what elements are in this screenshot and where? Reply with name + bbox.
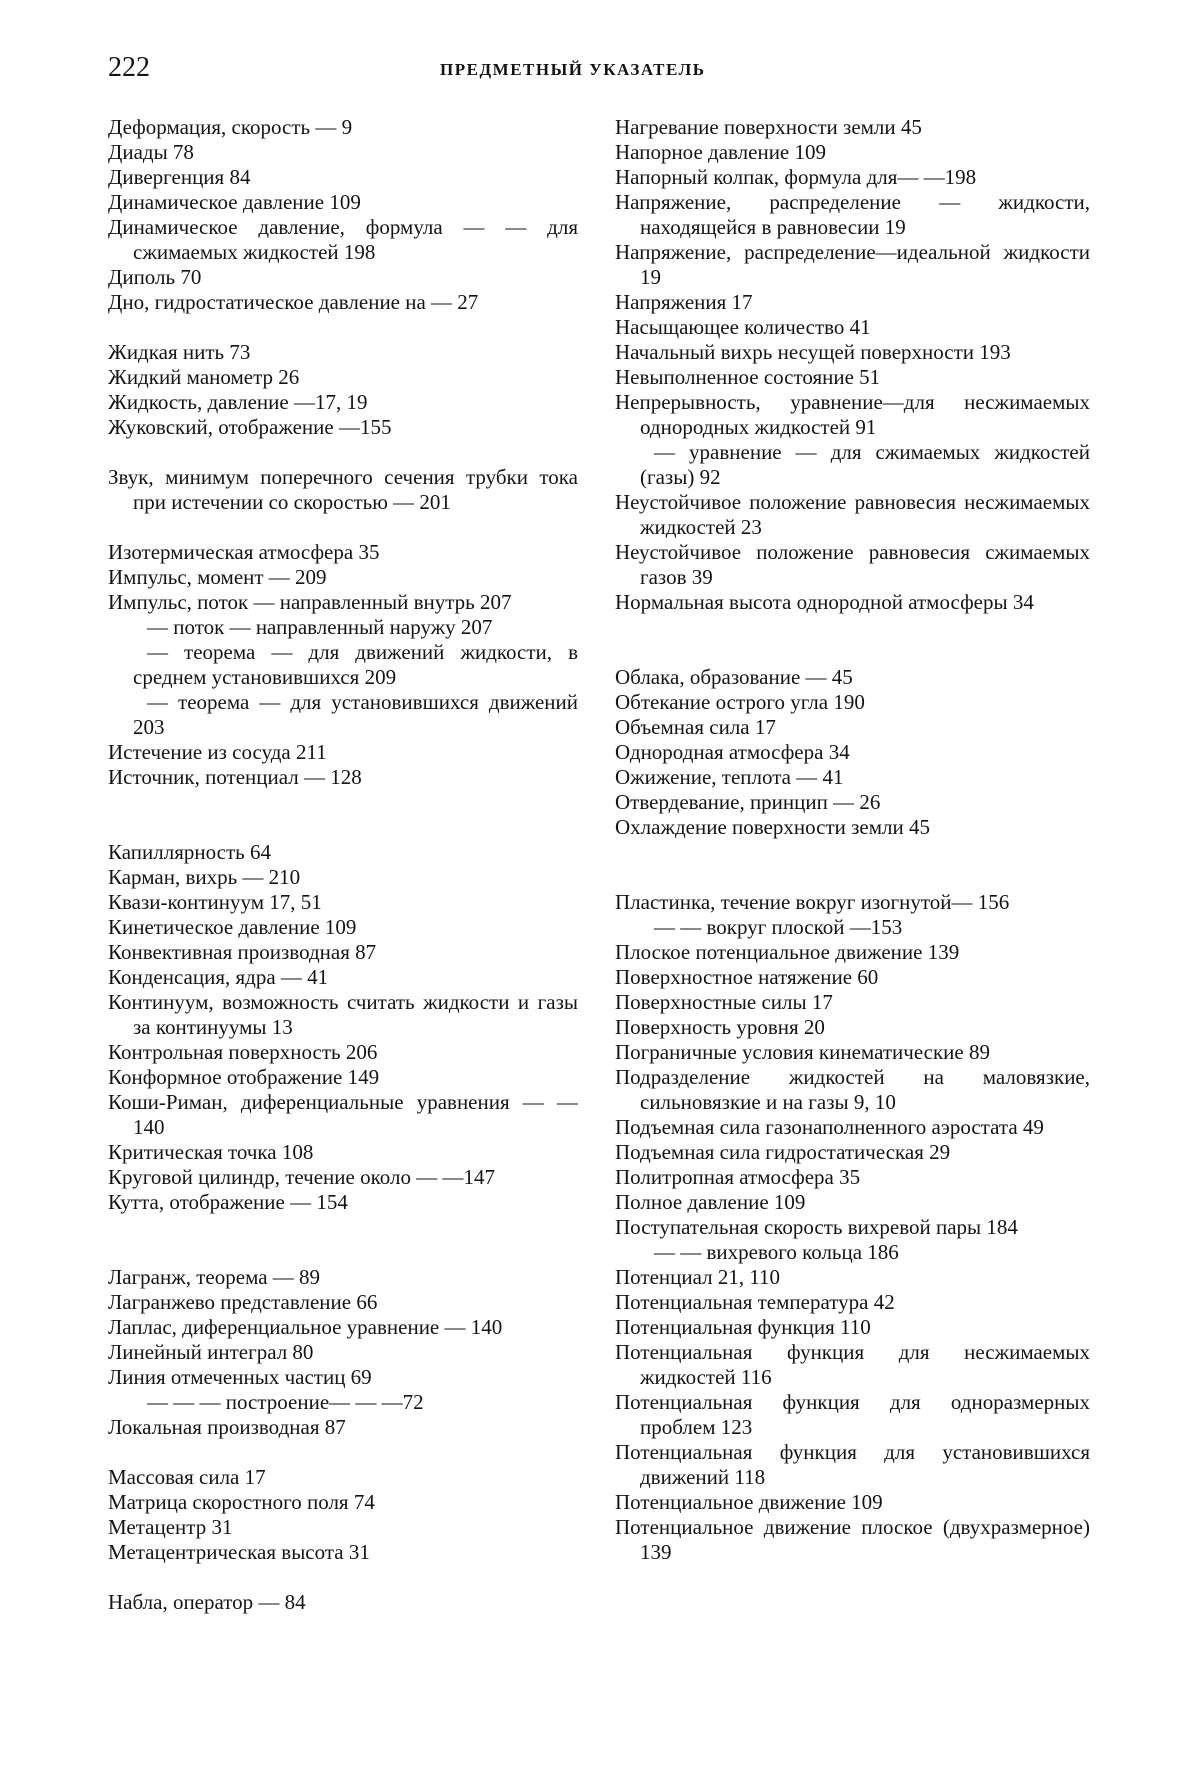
index-entry: Насыщающее количество 41: [615, 315, 871, 339]
index-entry: Подразделение жидкостей на маловязкие, сильновязкие и на газы 9, 10: [615, 1065, 1090, 1114]
index-entry: Потенциальное движение 109: [615, 1490, 883, 1514]
index-entry: Дно, гидростатическое давление на — 27: [108, 290, 479, 314]
index-entry: Потенциальная функция 110: [615, 1315, 871, 1339]
index-entry: Охлаждение поверхности земли 45: [615, 815, 930, 839]
index-entry: Лаплас, диференциальное уравнение — 140: [108, 1315, 503, 1339]
index-entry: Подъемная сила гидростатическая 29: [615, 1140, 951, 1164]
index-entry: Нормальная высота однородной атмосферы 34: [615, 590, 1034, 614]
section-spacer: [108, 1565, 578, 1590]
section-spacer: [615, 840, 1090, 890]
index-entry: Напряжения 17: [615, 290, 753, 314]
index-entry: Пластинка, течение вокруг изогнутой— 156: [615, 890, 1010, 914]
index-column-right: [615, 115, 1090, 1565]
index-entry: Напряжение, распределение — жидкости, находящейся в равновесии 19: [615, 190, 1090, 239]
index-entry: Источник, потенциал — 128: [108, 765, 362, 789]
index-entry: Истечение из сосуда 211: [108, 740, 327, 764]
index-entry: Лагранж, теорема — 89: [108, 1265, 321, 1289]
index-entry: Диады 78: [108, 140, 194, 164]
index-subentry: — теорема — для установившихся движений 203: [133, 690, 578, 739]
index-entry: Жидкий манометр 26: [108, 365, 300, 389]
index-entry: Лагранжево представление 66: [108, 1290, 378, 1314]
index-entry: Напорное давление 109: [615, 140, 827, 164]
index-subentry: — — вокруг плоской —153: [654, 915, 903, 939]
index-entry: Объемная сила 17: [615, 715, 776, 739]
index-entry: Пограничные условия кинематические 89: [615, 1040, 990, 1064]
index-entry: Обтекание острого угла 190: [615, 690, 865, 714]
index-entry: Динамическое давление, формула — — для сжимаемых жидкостей 198: [108, 215, 578, 264]
index-entry: Поверхностные силы 17: [615, 990, 833, 1014]
index-entry: Конвективная производная 87: [108, 940, 377, 964]
index-entry: Жидкая нить 73: [108, 340, 251, 364]
index-entry: Круговой цилиндр, течение около — —147: [108, 1165, 495, 1189]
index-entry: Облака, образование — 45: [615, 665, 853, 689]
index-entry: Напорный колпак, формула для— —198: [615, 165, 977, 189]
running-title: ПРЕДМЕТНЫЙ УКАЗАТЕЛЬ: [440, 60, 706, 79]
index-entry: Конденсация, ядра — 41: [108, 965, 329, 989]
index-entry: Квази-континуум 17, 51: [108, 890, 322, 914]
index-entry: Диполь 70: [108, 265, 202, 289]
index-entry: Потенциал 21, 110: [615, 1265, 781, 1289]
index-entry: Потенциальная функция для несжимаемых жидкостей 116: [615, 1340, 1090, 1389]
index-entry: Начальный вихрь несущей поверхности 193: [615, 340, 1011, 364]
index-entry: Отвердевание, принцип — 26: [615, 790, 881, 814]
index-entry: Массовая сила 17: [108, 1465, 266, 1489]
index-entry: Ожижение, теплота — 41: [615, 765, 844, 789]
index-entry: Критическая точка 108: [108, 1140, 314, 1164]
index-entry: Нагревание поверхности земли 45: [615, 115, 922, 139]
index-entry: Однородная атмосфера 34: [615, 740, 850, 764]
index-entry: Деформация, скорость — 9: [108, 115, 353, 139]
index-entry: Матрица скоростного поля 74: [108, 1490, 375, 1514]
index-entry: Импульс, момент — 209: [108, 565, 327, 589]
index-entry: Карман, вихрь — 210: [108, 865, 301, 889]
index-entry: Изотермическая атмосфера 35: [108, 540, 380, 564]
index-entry: Потенциальное движение плоское (двухразмерное) 139: [615, 1515, 1090, 1564]
section-spacer: [108, 440, 578, 465]
index-subentry: — — — построение— — —72: [147, 1390, 424, 1414]
section-spacer: [108, 315, 578, 340]
index-subentry: — поток — направленный наружу 207: [147, 615, 493, 639]
index-entry: Поверхностное натяжение 60: [615, 965, 879, 989]
index-entry: Потенциальная функция для одноразмерных проблем 123: [615, 1390, 1090, 1439]
index-entry: Политропная атмосфера 35: [615, 1165, 861, 1189]
index-entry: Линейный интеграл 80: [108, 1340, 314, 1364]
index-entry: Локальная производная 87: [108, 1415, 346, 1439]
index-entry: Линия отмеченных частиц 69: [108, 1365, 372, 1389]
index-entry: Звук, минимум поперечного сечения трубки тока при истечении со скоростью — 201: [108, 465, 578, 514]
index-entry: Континуум, возможность считать жидкости и газы за континуумы 13: [108, 990, 578, 1039]
section-spacer: [108, 790, 578, 840]
index-entry: Напряжение, распределение—идеальной жидкости 19: [615, 240, 1090, 289]
section-spacer: [108, 1440, 578, 1465]
index-entry: Контрольная поверхность 206: [108, 1040, 378, 1064]
page-number: 222: [108, 52, 150, 83]
index-entry: Плоское потенциальное движение 139: [615, 940, 960, 964]
index-entry: Импульс, поток — направленный внутрь 207: [108, 590, 512, 614]
index-entry: Поступательная скорость вихревой пары 184: [615, 1215, 1018, 1239]
index-entry: Потенциальная функция для установившихся движений 118: [615, 1440, 1090, 1489]
index-subentry: — уравнение — для сжимаемых жидкостей (газы) 92: [640, 440, 1090, 489]
section-spacer: [108, 1215, 578, 1265]
index-entry: Неустойчивое положение равновесия несжимаемых жидкостей 23: [615, 490, 1090, 539]
index-entry: Кутта, отображение — 154: [108, 1190, 348, 1214]
index-entry: Полное давление 109: [615, 1190, 806, 1214]
index-entry: Поверхность уровня 20: [615, 1015, 825, 1039]
index-entry: Конформное отображение 149: [108, 1065, 380, 1089]
index-entry: Динамическое давление 109: [108, 190, 361, 214]
index-entry: Метацентр 31: [108, 1515, 233, 1539]
index-entry: Невыполненное состояние 51: [615, 365, 881, 389]
index-entry: Потенциальная температура 42: [615, 1290, 895, 1314]
index-entry: Метацентрическая высота 31: [108, 1540, 370, 1564]
index-subentry: — — вихревого кольца 186: [654, 1240, 899, 1264]
index-entry: Жуковский, отображение —155: [108, 415, 392, 439]
index-entry: Набла, оператор — 84: [108, 1590, 306, 1614]
section-spacer: [615, 615, 1090, 665]
index-entry: Неустойчивое положение равновесия сжимаемых газов 39: [615, 540, 1090, 589]
index-entry: Кинетическое давление 109: [108, 915, 357, 939]
index-entry: Непрерывность, уравнение—для несжимаемых однородных жидкостей 91: [615, 390, 1090, 439]
index-entry: Капиллярность 64: [108, 840, 271, 864]
index-entry: Жидкость, давление —17, 19: [108, 390, 368, 414]
section-spacer: [108, 515, 578, 540]
index-subentry: — теорема — для движений жидкости, в среднем установившихся 209: [133, 640, 578, 689]
index-entry: Дивергенция 84: [108, 165, 251, 189]
index-entry: Подъемная сила газонаполненного аэростата 49: [615, 1115, 1044, 1139]
index-column-left: [108, 115, 578, 1615]
index-entry: Коши-Риман, диференциальные уравнения — — 140: [108, 1090, 578, 1139]
